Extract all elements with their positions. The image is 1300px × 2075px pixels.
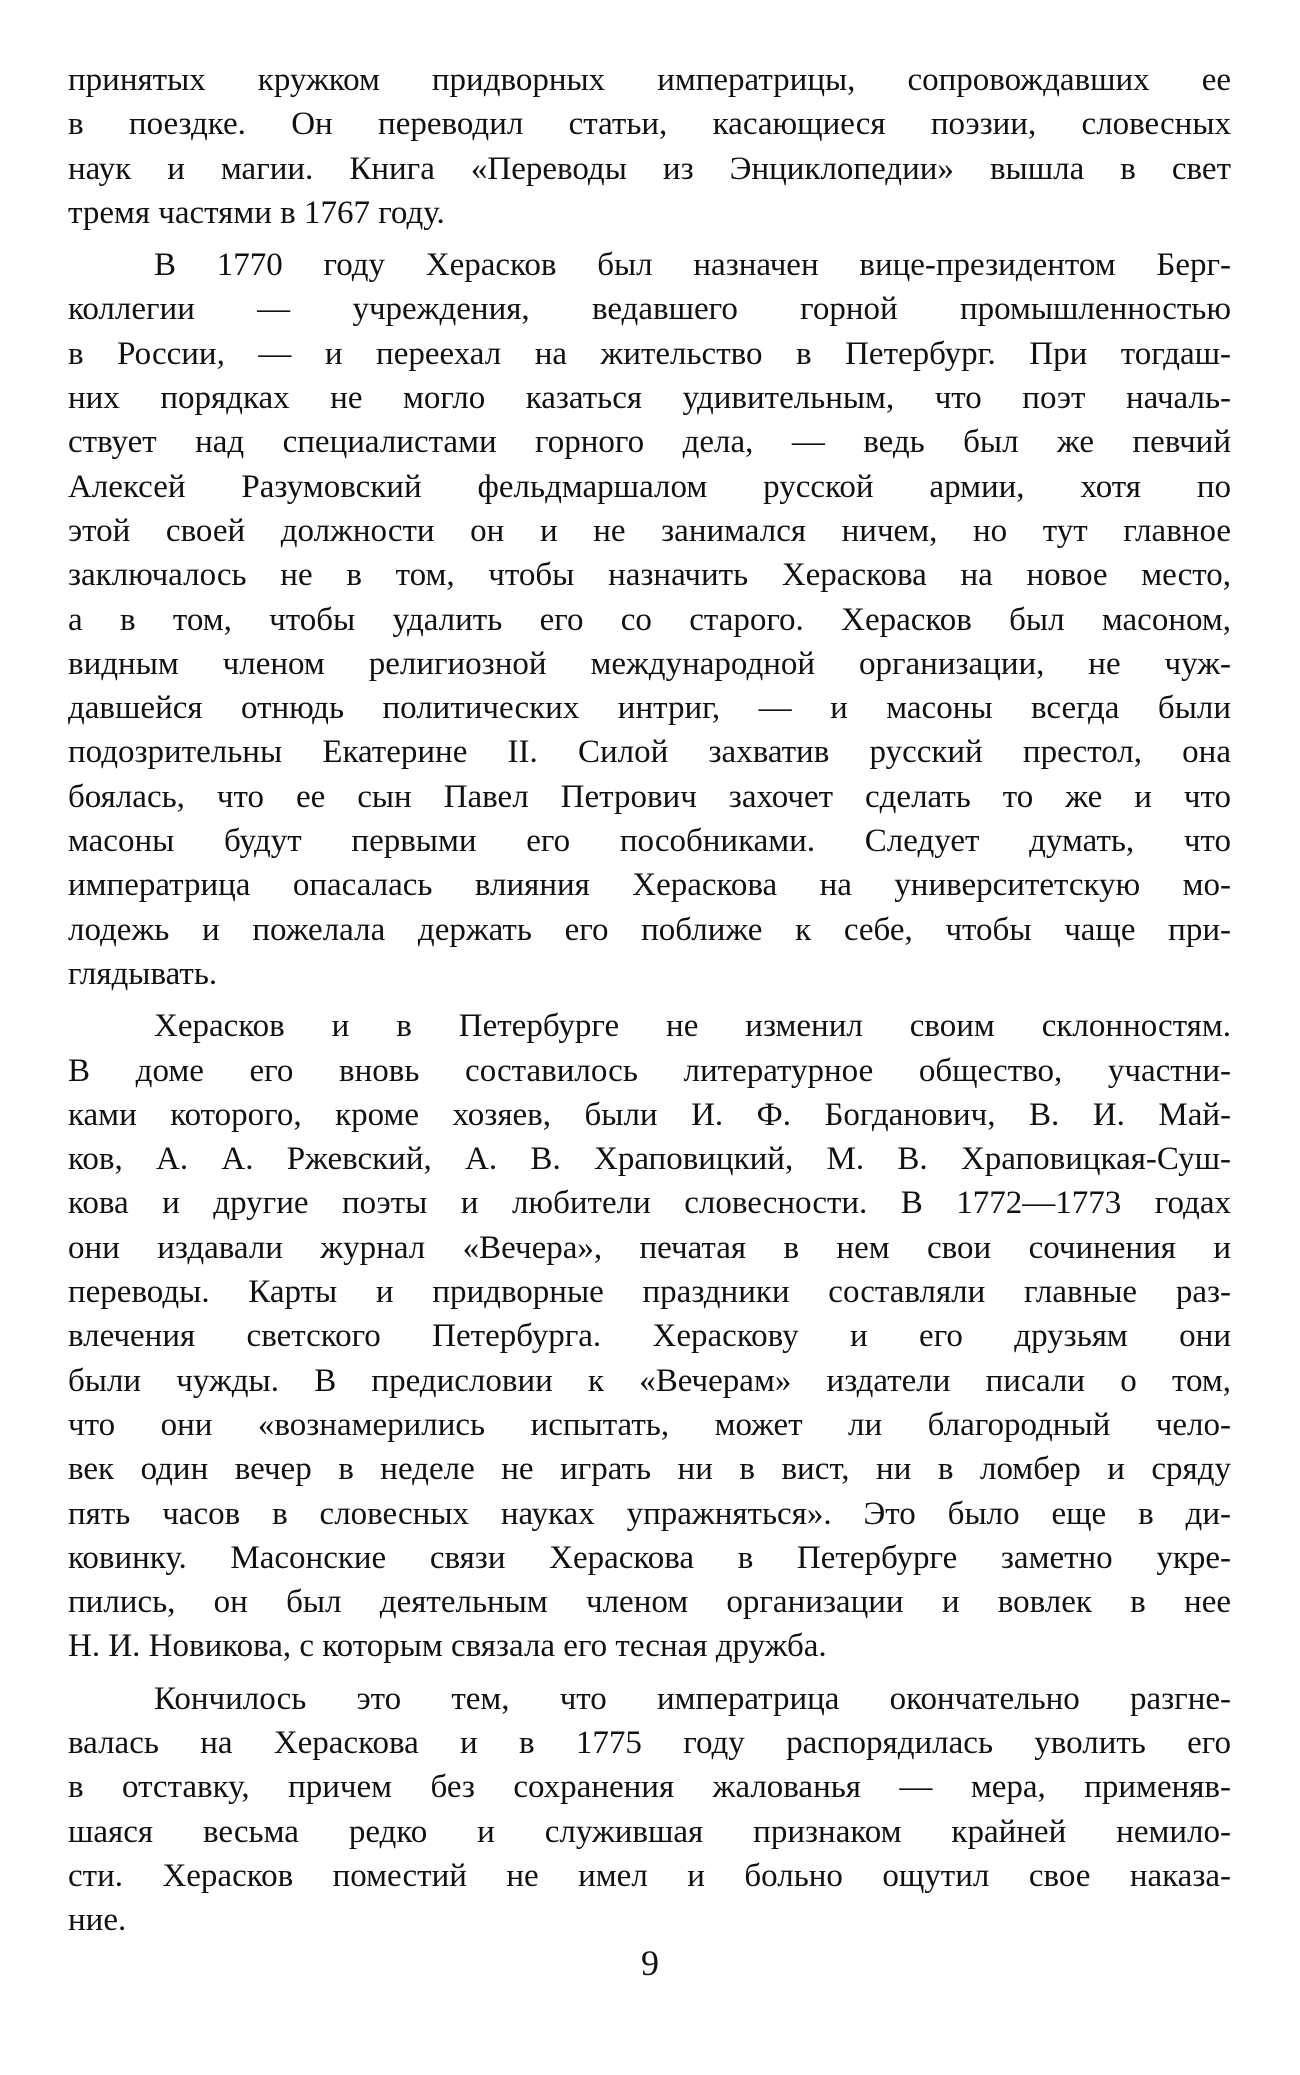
text-line: глядывать. (68, 955, 218, 992)
text-line: ковинку. Масонские связи Хераскова в Петербурге заметно укре- (68, 1539, 1231, 1576)
text-line: тремя частями в 1767 году. (68, 194, 445, 231)
text-line: сти. Херасков поместий не имел и больно ощутил свое наказа- (68, 1857, 1231, 1894)
text-line: Херасков и в Петербурге не изменил своим склонностям. (154, 1008, 1231, 1045)
text-line: боялась, что ее сын Павел Петрович захочет сделать то же и что (68, 778, 1231, 815)
paragraph-1 (68, 58, 1231, 235)
text-line: кова и другие поэты и любители словесности. В 1772—1773 годах (68, 1185, 1231, 1222)
text-line: ствует над специалистами горного дела, — ведь был же певчий (68, 424, 1231, 461)
text-line: этой своей должности он и не занимался ничем, но тут главное (68, 512, 1231, 549)
text-line: них порядках не могло казаться удивительным, что поэт началь- (68, 380, 1231, 417)
text-line: видным членом религиозной международной организации, не чуж- (68, 645, 1231, 682)
text-line: в отставку, причем без сохранения жалованья — мера, применяв- (68, 1769, 1231, 1806)
text-line: масоны будут первыми его пособниками. Следует думать, что (68, 823, 1231, 860)
page-number: 9 (641, 1943, 659, 1983)
text-line: императрица опасалась влияния Хераскова на университетскую мо- (68, 867, 1231, 904)
text-line: Н. И. Новикова, с которым связала его тесная дружба. (68, 1628, 827, 1665)
text-line: а в том, чтобы удалить его со старого. Херасков был масоном, (68, 601, 1231, 638)
text-line: заключалось не в том, чтобы назначить Хераскова на новое место, (68, 557, 1231, 594)
text-line: шаяся весьма редко и служившая признаком крайней немило- (68, 1813, 1231, 1850)
text-line: Алексей Разумовский фельдмаршалом русской армии, хотя по (68, 468, 1231, 505)
text-line: ков, А. А. Ржевский, А. В. Храповицкий, М. В. Храповицкая-Суш- (68, 1141, 1231, 1178)
text-line: В 1770 году Херасков был назначен вице-президентом Берг- (154, 247, 1231, 284)
paragraph-4 (68, 1677, 1231, 1943)
text-line: переводы. Карты и придворные праздники составляли главные раз- (68, 1274, 1231, 1311)
text-line: в поездке. Он переводил статьи, касающиеся поэзии, словесных (68, 106, 1231, 143)
text-line: были чужды. В предисловии к «Вечерам» издатели писали о том, (68, 1362, 1231, 1399)
text-line: давшейся отнюдь политических интриг, — и масоны всегда были (68, 690, 1231, 727)
text-line: ками которого, кроме хозяев, были И. Ф. Богданович, В. И. Май- (68, 1096, 1231, 1133)
text-line: принятых кружком придворных императрицы, сопровождавших ее (68, 62, 1231, 98)
paragraph-2 (68, 243, 1231, 996)
text-line: они издавали журнал «Вечера», печатая в нем свои сочинения и (68, 1229, 1231, 1266)
text-line: Кончилось это тем, что императрица окончательно разгне- (154, 1680, 1231, 1717)
text-line: ние. (68, 1902, 127, 1939)
text-line: лодежь и пожелала держать его поближе к себе, чтобы чаще при- (68, 911, 1231, 948)
text-line: валась на Хераскова и в 1775 году распорядилась уволить его (68, 1724, 1231, 1761)
text-line: наук и магии. Книга «Переводы из Энциклопедии» вышла в свет (68, 150, 1231, 187)
page-body (68, 58, 1231, 1950)
paragraph-3 (68, 1004, 1231, 1668)
text-line: пять часов в словесных науках упражняться». Это было еще в ди- (68, 1495, 1231, 1532)
text-line: подозрительны Екатерине II. Силой захватив русский престол, она (68, 734, 1231, 771)
text-line: В доме его вновь составилось литературное общество, участни- (68, 1052, 1231, 1089)
text-line: век один вечер в неделе не играть ни в вист, ни в ломбер и сряду (68, 1451, 1231, 1488)
text-line: коллегии — учреждения, ведавшего горной промышленностью (68, 291, 1231, 328)
text-line: что они «вознамерились испытать, может ли благородный чело- (68, 1406, 1231, 1443)
text-line: пились, он был деятельным членом организации и вовлек в нее (68, 1584, 1231, 1621)
text-line: влечения светского Петербурга. Хераскову и его друзьям они (68, 1318, 1231, 1355)
text-line: в России, — и переехал на жительство в Петербург. При тогдаш- (68, 335, 1231, 372)
